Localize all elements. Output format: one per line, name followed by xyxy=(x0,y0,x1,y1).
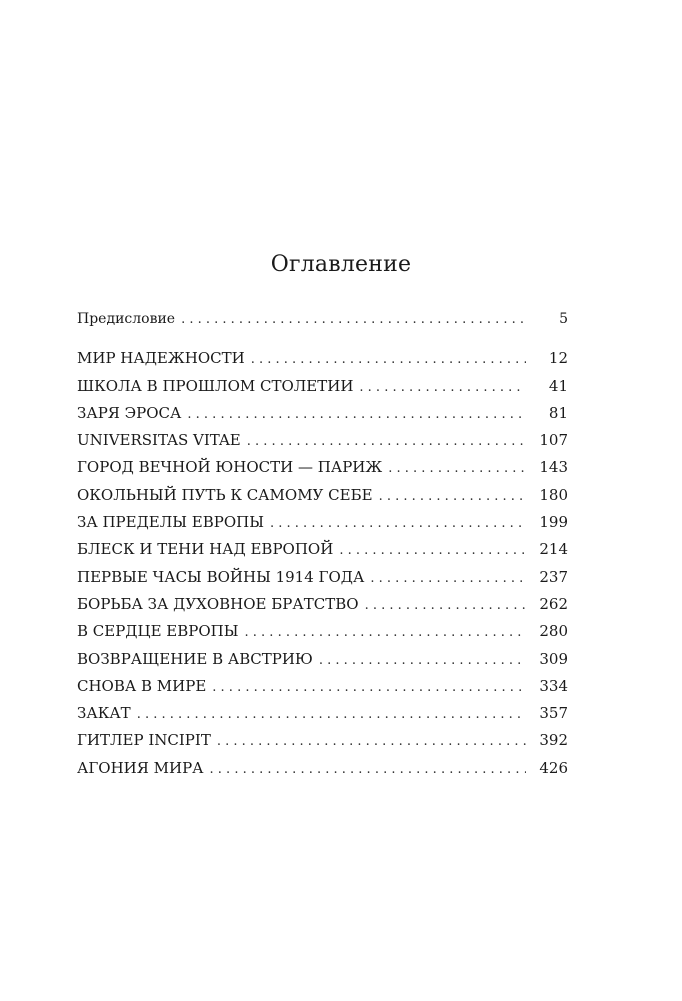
dot-leader xyxy=(379,483,526,510)
toc-entry xyxy=(77,454,568,481)
dot-leader xyxy=(212,674,526,701)
toc-entry-title: ЗАКАТ xyxy=(77,704,131,723)
toc-entry-title: ГИТЛЕР INCIPIT xyxy=(77,731,211,750)
toc-entry-title: UNIVERSITAS VITAE xyxy=(77,431,241,450)
toc-heading: Оглавление xyxy=(270,252,412,277)
toc-entry xyxy=(77,646,568,673)
toc-entry-title: БОРЬБА ЗА ДУХОВНОЕ БРАТСТВО xyxy=(77,594,359,613)
toc-entry-page: 237 xyxy=(539,567,568,586)
toc-entry xyxy=(77,536,568,563)
dot-leader xyxy=(247,428,526,455)
toc-entry xyxy=(77,564,568,591)
toc-entry xyxy=(77,700,568,727)
toc-entry xyxy=(77,727,568,754)
toc-entry xyxy=(77,509,568,536)
dot-leader xyxy=(339,537,526,564)
toc-entry-page: 214 xyxy=(539,540,568,559)
dot-leader xyxy=(388,455,526,482)
dot-leader xyxy=(365,592,526,619)
toc-entry-page: 426 xyxy=(539,758,568,777)
dot-leader xyxy=(359,374,526,401)
dot-leader xyxy=(187,401,526,428)
toc-entry xyxy=(77,427,568,454)
dot-leader xyxy=(270,510,526,537)
toc-entry-page: 107 xyxy=(539,431,568,450)
toc-entry-page: 12 xyxy=(548,349,568,368)
toc-entry xyxy=(77,673,568,700)
toc-entry-title: БЛЕСК И ТЕНИ НАД ЕВРОПОЙ xyxy=(77,540,334,559)
toc-entry xyxy=(77,345,568,372)
dot-leader xyxy=(319,647,526,674)
toc-entry-page: 180 xyxy=(539,485,568,504)
toc-list xyxy=(77,306,568,782)
toc-entry xyxy=(77,618,568,645)
toc-entry xyxy=(77,482,568,509)
dot-leader xyxy=(217,728,526,755)
toc-entry xyxy=(77,306,568,333)
toc-entry-page: 262 xyxy=(539,594,568,613)
dot-leader xyxy=(245,619,526,646)
toc-entry-title: В СЕРДЦЕ ЕВРОПЫ xyxy=(77,622,239,641)
toc-entry-page: 199 xyxy=(539,513,568,532)
toc-entry-page: 334 xyxy=(539,676,568,695)
toc-entry-title: СНОВА В МИРЕ xyxy=(77,676,207,695)
toc-entry-page: 81 xyxy=(548,403,568,422)
toc-entry-title: ВОЗВРАЩЕНИЕ В АВСТРИЮ xyxy=(77,649,313,668)
toc-entry-page: 357 xyxy=(539,704,568,723)
toc-entry-title: ЗАРЯ ЭРОСА xyxy=(77,403,182,422)
toc-entry-title: АГОНИЯ МИРА xyxy=(77,758,204,777)
toc-entry xyxy=(77,373,568,400)
toc-entry-title: ПЕРВЫЕ ЧАСЫ ВОЙНЫ 1914 ГОДА xyxy=(77,567,365,586)
toc-entry-title: ШКОЛА В ПРОШЛОМ СТОЛЕТИИ xyxy=(77,376,354,395)
toc-entry-page: 280 xyxy=(539,622,568,641)
toc-entry xyxy=(77,591,568,618)
toc-entry-page: 41 xyxy=(548,376,568,395)
toc-entry-page: 5 xyxy=(559,311,568,327)
toc-entry-page: 392 xyxy=(539,731,568,750)
toc-entry-title: МИР НАДЕЖНОСТИ xyxy=(77,349,245,368)
dot-leader xyxy=(210,756,526,783)
toc-entry-page: 309 xyxy=(539,649,568,668)
toc-entry xyxy=(77,755,568,782)
toc-entry-title: ЗА ПРЕДЕЛЫ ЕВРОПЫ xyxy=(77,513,264,532)
toc-entry-title: ОКОЛЬНЫЙ ПУТЬ К САМОМУ СЕБЕ xyxy=(77,485,373,504)
dot-leader xyxy=(370,565,526,592)
dot-leader xyxy=(181,306,526,333)
toc-entry-page: 143 xyxy=(539,458,568,477)
dot-leader xyxy=(137,701,526,728)
toc-entry-title: Предисловие xyxy=(77,311,176,327)
toc-entry xyxy=(77,400,568,427)
dot-leader xyxy=(251,346,526,373)
toc-entry-title: ГОРОД ВЕЧНОЙ ЮНОСТИ — ПАРИЖ xyxy=(77,458,383,477)
